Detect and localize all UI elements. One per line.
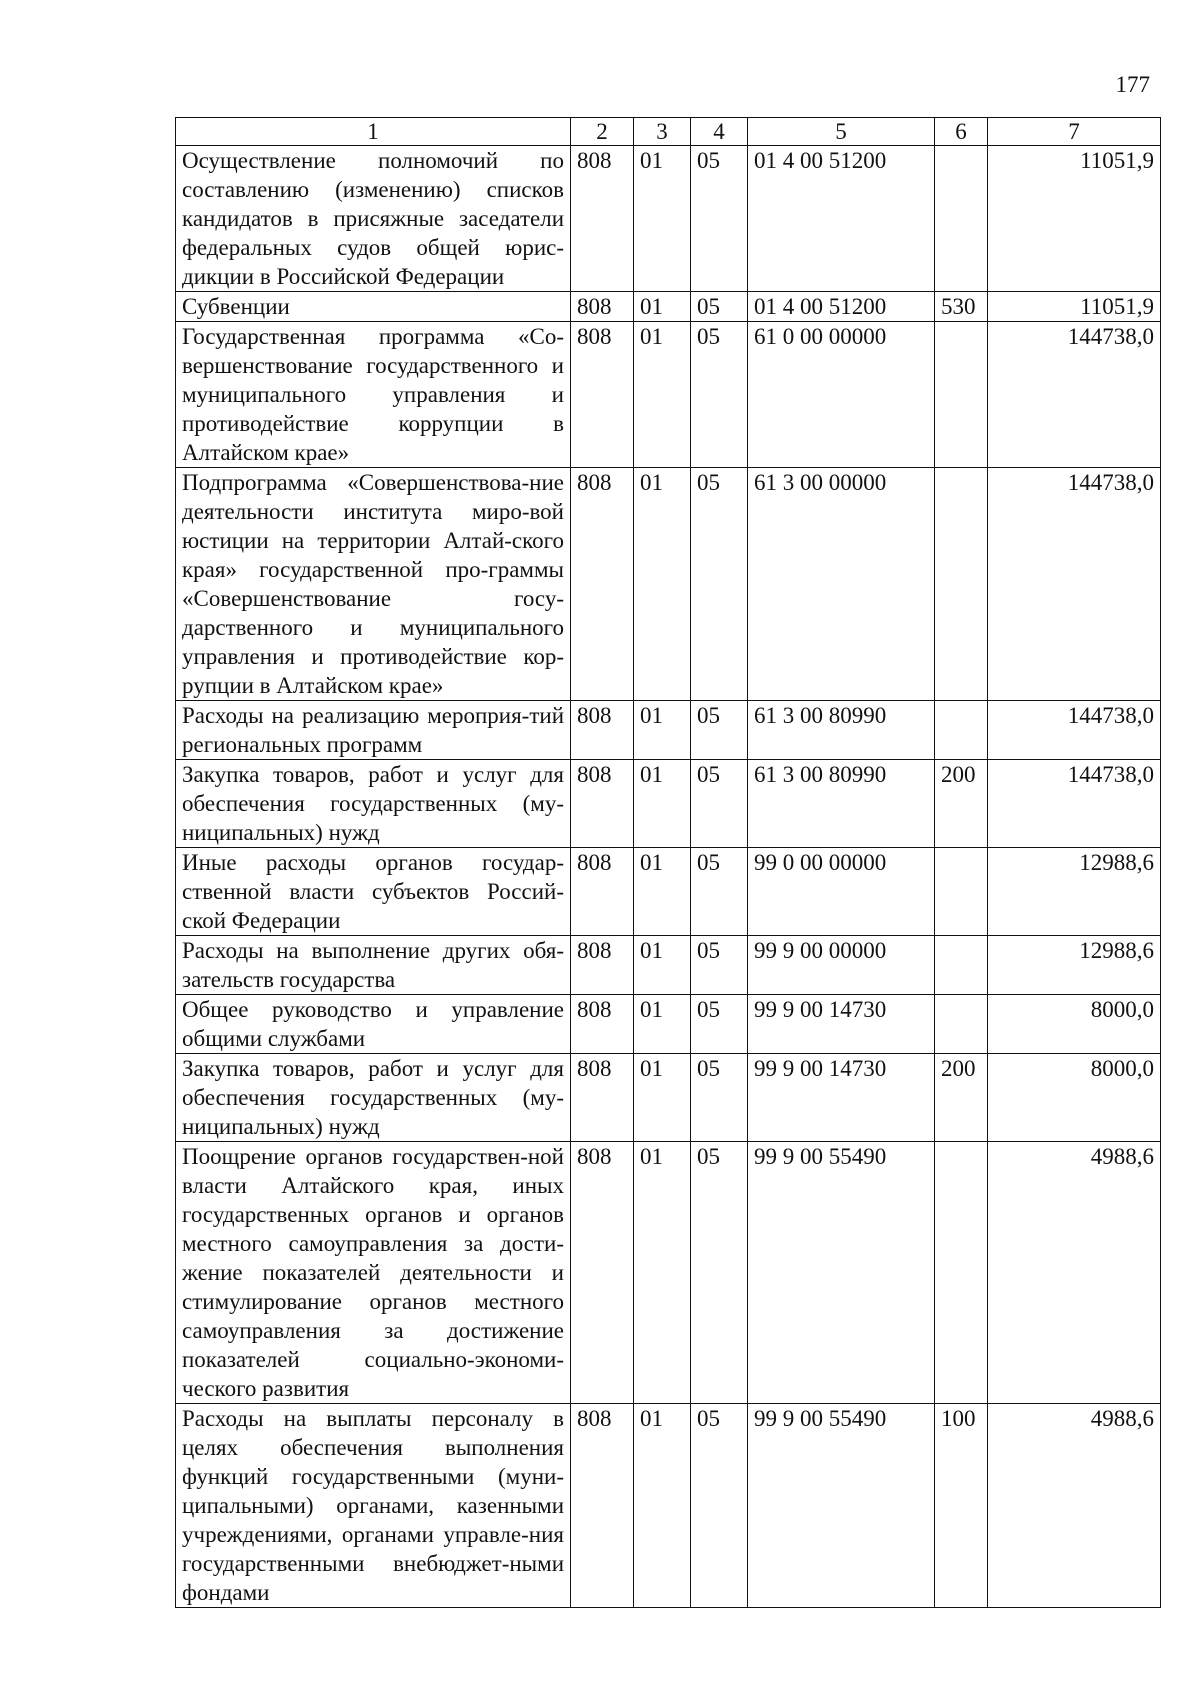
- row-col-7: 12988,6: [988, 936, 1161, 995]
- row-col-6: [935, 995, 988, 1054]
- row-col-3: 01: [634, 468, 691, 701]
- row-col-3: 01: [634, 936, 691, 995]
- header-cell-1: 1: [176, 118, 571, 146]
- row-col-4: 05: [691, 1404, 748, 1608]
- row-col-3: 01: [634, 1054, 691, 1142]
- row-col-6: [935, 322, 988, 468]
- row-name: Общее руководство и управление общими службами: [176, 995, 571, 1054]
- row-col-4: 05: [691, 146, 748, 292]
- row-col-7: 11051,9: [988, 292, 1161, 322]
- row-name: Подпрограмма «Совершенствова-ние деятельности института миро-вой юстиции на территории Алтай-ского края» государственной про-граммы «Совершенствование госу-дарственного и муниципального управления и противодействие кор-рупции в Алтайском крае»: [176, 468, 571, 701]
- row-col-5: 01 4 00 51200: [748, 146, 935, 292]
- table-row: [176, 1404, 1161, 1608]
- row-col-7: 144738,0: [988, 468, 1161, 701]
- row-col-4: 05: [691, 936, 748, 995]
- row-col-6: [935, 936, 988, 995]
- table-row: [176, 322, 1161, 468]
- table-row: [176, 848, 1161, 936]
- row-col-2: 808: [571, 1054, 634, 1142]
- row-col-7: 11051,9: [988, 146, 1161, 292]
- row-col-4: 05: [691, 760, 748, 848]
- table-row: [176, 146, 1161, 292]
- row-col-5: 61 0 00 00000: [748, 322, 935, 468]
- row-col-5: 99 9 00 55490: [748, 1404, 935, 1608]
- row-col-4: 05: [691, 468, 748, 701]
- row-col-6: 100: [935, 1404, 988, 1608]
- row-col-2: 808: [571, 995, 634, 1054]
- row-col-5: 61 3 00 00000: [748, 468, 935, 701]
- row-col-2: 808: [571, 468, 634, 701]
- table-row: [176, 995, 1161, 1054]
- row-col-3: 01: [634, 322, 691, 468]
- header-cell-2: 2: [571, 118, 634, 146]
- row-col-3: 01: [634, 292, 691, 322]
- row-col-6: 200: [935, 760, 988, 848]
- table-row: [176, 1142, 1161, 1404]
- row-col-6: [935, 701, 988, 760]
- row-col-5: 99 9 00 00000: [748, 936, 935, 995]
- row-col-2: 808: [571, 936, 634, 995]
- header-row: [176, 118, 1161, 146]
- header-cell-7: 7: [988, 118, 1161, 146]
- table-row: [176, 292, 1161, 322]
- row-col-7: 8000,0: [988, 1054, 1161, 1142]
- row-col-5: 99 9 00 14730: [748, 1054, 935, 1142]
- row-col-7: 144738,0: [988, 322, 1161, 468]
- row-col-5: 99 9 00 14730: [748, 995, 935, 1054]
- row-col-5: 01 4 00 51200: [748, 292, 935, 322]
- row-col-7: 144738,0: [988, 701, 1161, 760]
- row-col-2: 808: [571, 701, 634, 760]
- header-cell-3: 3: [634, 118, 691, 146]
- row-col-3: 01: [634, 1404, 691, 1608]
- row-col-2: 808: [571, 1404, 634, 1608]
- table-body: [176, 146, 1161, 1608]
- budget-table: [175, 117, 1161, 1608]
- row-col-4: 05: [691, 1142, 748, 1404]
- row-col-5: 61 3 00 80990: [748, 701, 935, 760]
- row-col-2: 808: [571, 848, 634, 936]
- row-col-2: 808: [571, 146, 634, 292]
- row-name: Субвенции: [176, 292, 571, 322]
- row-col-7: 12988,6: [988, 848, 1161, 936]
- row-col-7: 8000,0: [988, 995, 1161, 1054]
- row-col-3: 01: [634, 760, 691, 848]
- header-cell-5: 5: [748, 118, 935, 146]
- row-name: Иные расходы органов государ-ственной власти субъектов Россий-ской Федерации: [176, 848, 571, 936]
- row-col-4: 05: [691, 1054, 748, 1142]
- row-name: Закупка товаров, работ и услуг для обеспечения государственных (му-ниципальных) нужд: [176, 760, 571, 848]
- row-col-5: 99 0 00 00000: [748, 848, 935, 936]
- row-col-6: [935, 468, 988, 701]
- row-col-2: 808: [571, 760, 634, 848]
- row-col-3: 01: [634, 1142, 691, 1404]
- row-col-4: 05: [691, 848, 748, 936]
- row-col-3: 01: [634, 848, 691, 936]
- row-col-2: 808: [571, 322, 634, 468]
- header-cell-4: 4: [691, 118, 748, 146]
- header-cell-6: 6: [935, 118, 988, 146]
- row-name: Закупка товаров, работ и услуг для обеспечения государственных (му-ниципальных) нужд: [176, 1054, 571, 1142]
- table-row: [176, 760, 1161, 848]
- row-col-3: 01: [634, 701, 691, 760]
- row-col-4: 05: [691, 701, 748, 760]
- table-row: [176, 936, 1161, 995]
- row-col-5: 99 9 00 55490: [748, 1142, 935, 1404]
- row-col-4: 05: [691, 292, 748, 322]
- row-name: Осуществление полномочий по составлению (изменению) списков кандидатов в присяжные заседатели федеральных судов общей юрис-дикции в Российской Федерации: [176, 146, 571, 292]
- row-col-5: 61 3 00 80990: [748, 760, 935, 848]
- row-col-6: 530: [935, 292, 988, 322]
- row-col-3: 01: [634, 146, 691, 292]
- row-col-6: [935, 848, 988, 936]
- row-col-6: [935, 146, 988, 292]
- table-row: [176, 468, 1161, 701]
- page-number: 177: [1115, 72, 1150, 97]
- row-col-7: 4988,6: [988, 1404, 1161, 1608]
- table-row: [176, 1054, 1161, 1142]
- row-name: Государственная программа «Со-вершенствование государственного и муниципального управления и противодействие коррупции в Алтайском крае»: [176, 322, 571, 468]
- row-col-2: 808: [571, 292, 634, 322]
- row-col-4: 05: [691, 322, 748, 468]
- row-col-2: 808: [571, 1142, 634, 1404]
- table-row: [176, 701, 1161, 760]
- row-col-7: 4988,6: [988, 1142, 1161, 1404]
- row-col-4: 05: [691, 995, 748, 1054]
- row-col-7: 144738,0: [988, 760, 1161, 848]
- row-col-6: [935, 1142, 988, 1404]
- row-name: Расходы на выплаты персоналу в целях обеспечения выполнения функций государственными (муни-ципальными) органами, казенными учреждениями, органами управле-ния государственными внебюджет-ными фондами: [176, 1404, 571, 1608]
- row-name: Расходы на выполнение других обя-зательств государства: [176, 936, 571, 995]
- row-name: Поощрение органов государствен-ной власти Алтайского края, иных государственных органов и органов местного самоуправления за дости-жение показателей деятельности и стимулирование органов местного самоуправления за достижение показателей социально-экономи-ческого развития: [176, 1142, 571, 1404]
- row-col-6: 200: [935, 1054, 988, 1142]
- row-name: Расходы на реализацию мероприя-тий региональных программ: [176, 701, 571, 760]
- row-col-3: 01: [634, 995, 691, 1054]
